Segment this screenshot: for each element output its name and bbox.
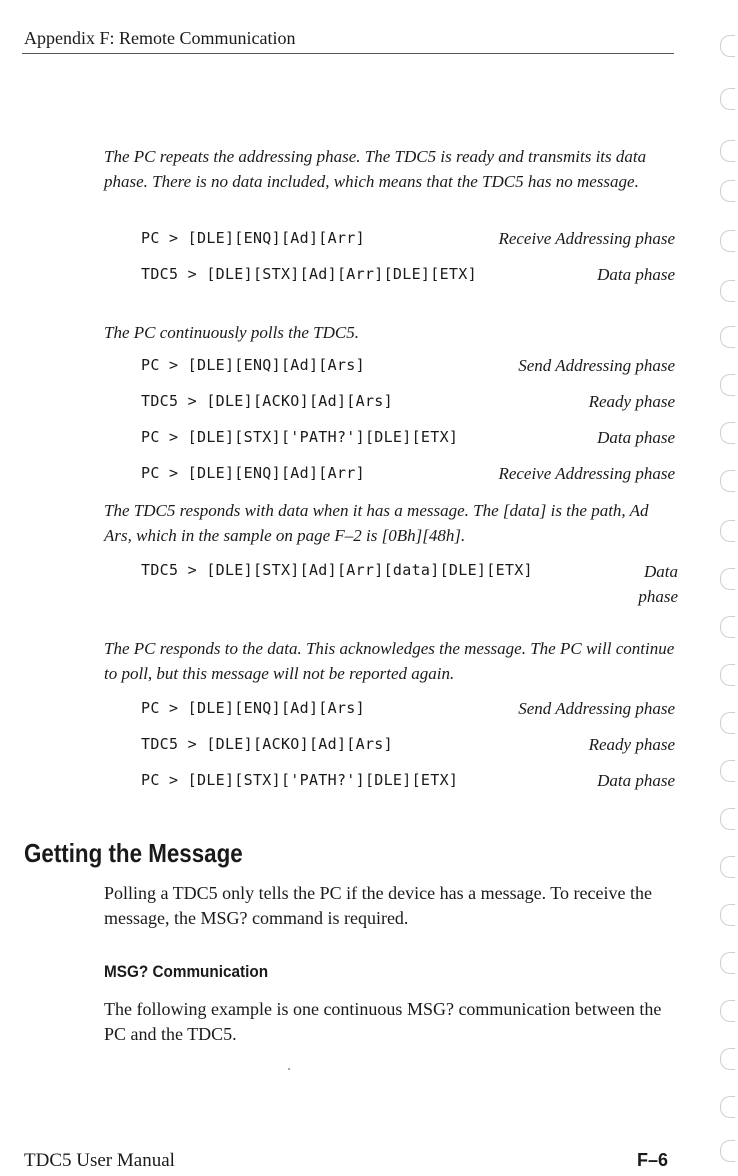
- command-line: TDC5 > [DLE][ACKO][Ad][Ars]: [141, 735, 393, 753]
- command-line: TDC5 > [DLE][ACKO][Ad][Ars]: [141, 392, 393, 410]
- paragraph-data-response: The TDC5 responds with data when it has a message. The [data] is the path, Ad Ars, which in the sample on page F–2 is [0Bh][48h].: [104, 501, 649, 545]
- command-line: TDC5 > [DLE][STX][Ad][Arr][DLE][ETX]: [141, 265, 477, 283]
- phase-label: Send Addressing phase: [518, 356, 675, 375]
- footer-page-number: F–6: [636, 1150, 668, 1170]
- phase-label: Receive Addressing phase: [498, 464, 675, 483]
- phase-label: Receive Addressing phase: [498, 229, 675, 248]
- subsection-text: The following example is one continuous MSG? communication between the PC and the TDC5.: [104, 999, 662, 1044]
- command-line: PC > [DLE][ENQ][Ad][Arr]: [141, 229, 365, 247]
- scan-speck: [288, 1068, 290, 1070]
- phase-label: Data phase: [597, 265, 675, 284]
- command-line: PC > [DLE][ENQ][Ad][Ars]: [141, 356, 365, 374]
- paragraph-addressing-repeat: The PC repeats the addressing phase. The TDC5 is ready and transmits its data phase. There is no data included, which means that the TDC5 has no message.: [104, 147, 647, 191]
- running-header: Appendix F: Remote Communication: [24, 28, 296, 48]
- paragraph-acknowledge: The PC responds to the data. This acknowledges the message. The PC will continue to poll, but this message will not be reported again.: [104, 639, 675, 683]
- footer-manual-title: TDC5 User Manual: [24, 1150, 175, 1171]
- phase-label: Send Addressing phase: [518, 699, 675, 718]
- phase-label: Data phase: [597, 771, 675, 790]
- section-intro: Polling a TDC5 only tells the PC if the device has a message. To receive the message, the MSG? command is required.: [104, 883, 652, 928]
- command-line: TDC5 > [DLE][STX][Ad][Arr][data][DLE][ETX]: [141, 561, 533, 579]
- header-rule: [22, 53, 674, 54]
- section-heading: Getting the Message: [24, 838, 243, 868]
- phase-label: Data phase: [597, 428, 675, 447]
- binder-holes: [716, 0, 738, 1176]
- command-line: PC > [DLE][STX]['PATH?'][DLE][ETX]: [141, 771, 459, 789]
- subsection-heading: MSG? Communication: [104, 962, 269, 981]
- phase-label: Data phase: [638, 562, 678, 606]
- paragraph-continuous-poll: The PC continuously polls the TDC5.: [104, 323, 359, 342]
- command-line: PC > [DLE][ENQ][Ad][Ars]: [141, 699, 365, 717]
- command-line: PC > [DLE][STX]['PATH?'][DLE][ETX]: [141, 428, 459, 446]
- phase-label: Ready phase: [588, 392, 675, 411]
- command-line: PC > [DLE][ENQ][Ad][Arr]: [141, 464, 365, 482]
- phase-label: Ready phase: [588, 735, 675, 754]
